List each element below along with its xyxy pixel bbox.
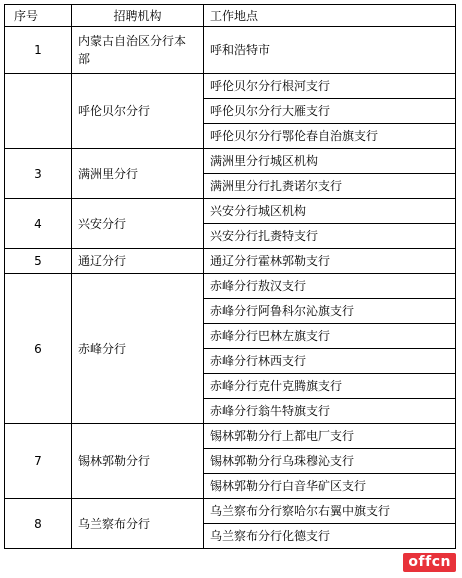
cell-org: 通辽分行 [72, 249, 204, 274]
cell-seq: 4 [5, 199, 72, 249]
cell-location: 乌兰察布分行察哈尔右翼中旗支行 [204, 499, 456, 524]
cell-location: 满洲里分行城区机构 [204, 149, 456, 174]
cell-seq [5, 74, 72, 149]
cell-org: 内蒙古自治区分行本部 [72, 27, 204, 74]
table-header-row [5, 5, 456, 27]
cell-org: 赤峰分行 [72, 274, 204, 424]
table-body [5, 27, 456, 549]
cell-location: 呼伦贝尔分行根河支行 [204, 74, 456, 99]
cell-location: 赤峰分行巴林左旗支行 [204, 324, 456, 349]
cell-location: 兴安分行扎赉特支行 [204, 224, 456, 249]
table-row [5, 27, 456, 74]
cell-seq: 8 [5, 499, 72, 549]
table-row [5, 424, 456, 449]
table-row [5, 499, 456, 524]
table-row [5, 149, 456, 174]
cell-location: 锡林郭勒分行乌珠穆沁支行 [204, 449, 456, 474]
header-location: 工作地点 [204, 5, 456, 27]
cell-org: 锡林郭勒分行 [72, 424, 204, 499]
cell-org: 兴安分行 [72, 199, 204, 249]
offcn-watermark: offcn [403, 553, 456, 572]
cell-location: 呼伦贝尔分行大雁支行 [204, 99, 456, 124]
table-row [5, 199, 456, 224]
cell-location: 呼和浩特市 [204, 27, 456, 74]
cell-location: 呼伦贝尔分行鄂伦春自治旗支行 [204, 124, 456, 149]
table-row [5, 274, 456, 299]
cell-location: 赤峰分行克什克腾旗支行 [204, 374, 456, 399]
cell-seq: 1 [5, 27, 72, 74]
cell-location: 锡林郭勒分行白音华矿区支行 [204, 474, 456, 499]
recruitment-table [4, 4, 456, 549]
cell-location: 锡林郭勒分行上都电厂支行 [204, 424, 456, 449]
cell-location: 赤峰分行林西支行 [204, 349, 456, 374]
cell-seq: 3 [5, 149, 72, 199]
cell-seq: 6 [5, 274, 72, 424]
cell-location: 通辽分行霍林郭勒支行 [204, 249, 456, 274]
header-org: 招聘机构 [72, 5, 204, 27]
cell-location: 兴安分行城区机构 [204, 199, 456, 224]
table-row [5, 249, 456, 274]
cell-org: 乌兰察布分行 [72, 499, 204, 549]
cell-location: 乌兰察布分行化德支行 [204, 524, 456, 549]
cell-location: 赤峰分行阿鲁科尔沁旗支行 [204, 299, 456, 324]
cell-location: 赤峰分行敖汉支行 [204, 274, 456, 299]
cell-org: 呼伦贝尔分行 [72, 74, 204, 149]
cell-seq: 7 [5, 424, 72, 499]
table-row [5, 74, 456, 99]
cell-location: 满洲里分行扎赉诺尔支行 [204, 174, 456, 199]
cell-seq: 5 [5, 249, 72, 274]
cell-location: 赤峰分行翁牛特旗支行 [204, 399, 456, 424]
header-seq: 序号 [5, 5, 72, 27]
cell-org: 满洲里分行 [72, 149, 204, 199]
